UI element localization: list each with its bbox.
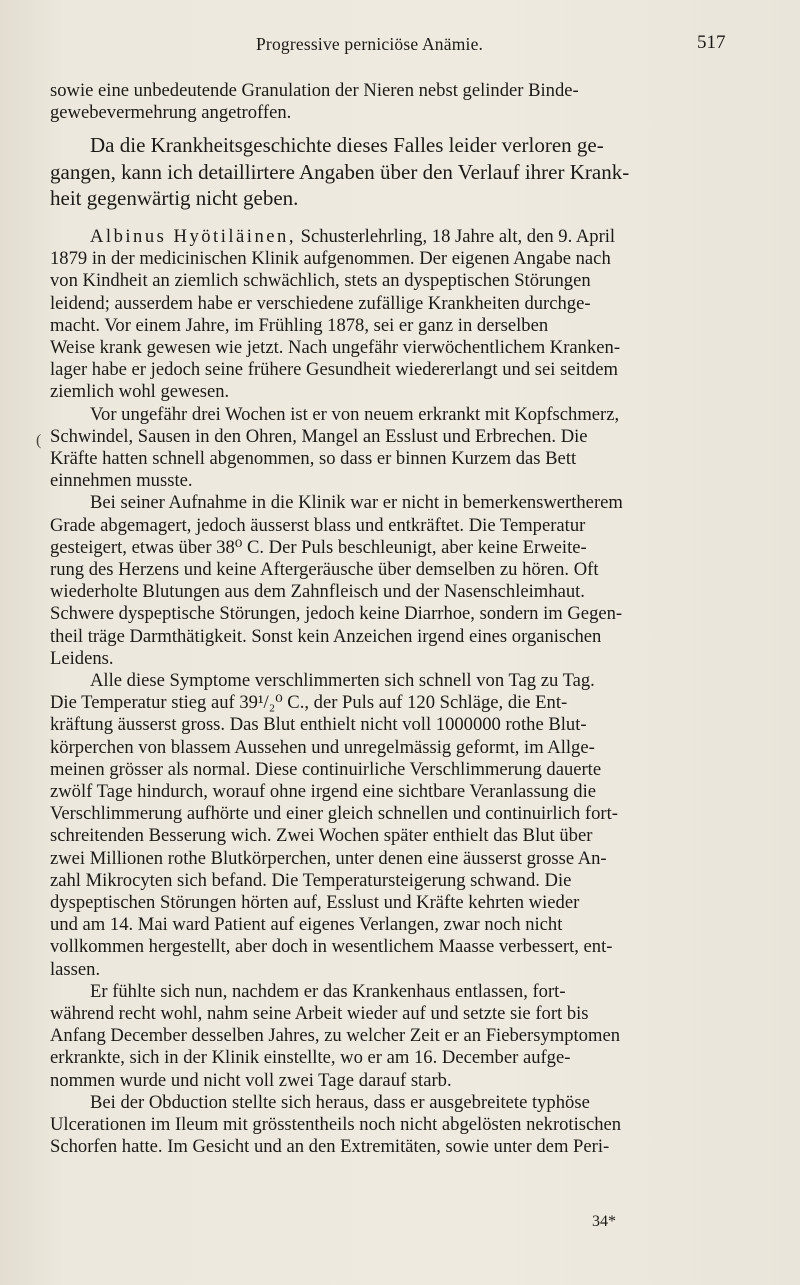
page-header xyxy=(0,30,800,60)
case-line: Grade abgemagert, jedoch äusserst blass und entkräftet. Die Temperatur xyxy=(50,514,586,536)
case-line: Schorfen hatte. Im Gesicht und an den Extremitäten, sowie unter dem Peri- xyxy=(50,1136,610,1158)
note-line: Da die Krankheitsgeschichte dieses Falles leider verloren ge- xyxy=(90,133,604,158)
case-line: dyspeptischen Störungen hörten auf, Esslust und Kräfte kehrten wieder xyxy=(50,892,580,913)
margin-mark: ( xyxy=(36,432,42,449)
case-line: theil träge Darmthätigkeit. Sonst kein Anzeichen irgend eines organischen xyxy=(50,625,602,647)
case-line: Alle diese Symptome verschlimmerten sich schnell von Tag zu Tag. xyxy=(90,669,595,691)
text-line: sowie eine unbedeutende Granulation der Nieren nebst gelinder Binde- xyxy=(50,80,579,101)
case-line: schreitenden Besserung wich. Zwei Wochen später enthielt das Blut über xyxy=(50,825,593,847)
case-line: während recht wohl, nahm seine Arbeit wieder auf und setzte sie fort bis xyxy=(50,1003,589,1025)
case-line: Ulcerationen im Ileum mit grösstentheils noch nicht abgelösten nekrotischen xyxy=(50,1114,622,1136)
case-line: Verschlimmerung aufhörte und einer gleich schnellen und continuirlich fort- xyxy=(50,803,618,825)
case-report xyxy=(50,226,740,1159)
case-line: Weise krank gewesen wie jetzt. Nach ungefähr vierwöchentlichem Kranken- xyxy=(50,336,621,358)
body-text xyxy=(50,80,740,1158)
case-line: körperchen von blassem Aussehen und unregelmässig geformt, im Allge- xyxy=(50,736,595,758)
page-number: 517 xyxy=(697,32,726,53)
case-line: und am 14. Mai ward Patient auf eigenes Verlangen, zwar noch nicht xyxy=(50,914,563,936)
case-line: Er fühlte sich nun, nachdem er das Krankenhaus entlassen, fort- xyxy=(90,980,566,1002)
case-line: ziemlich wohl gewesen. xyxy=(50,381,230,403)
running-title: Progressive perniciöse Anämie. xyxy=(256,34,484,54)
case-line: macht. Vor einem Jahre, im Frühling 1878, sei er ganz in derselben xyxy=(50,314,549,336)
case-line: einnehmen musste. xyxy=(50,470,193,492)
case-line: zwei Millionen rothe Blutkörperchen, unter denen eine äusserst grosse An- xyxy=(50,847,607,869)
case-line: nommen wurde und nicht voll zwei Tage darauf starb. xyxy=(50,1069,452,1091)
case-line: 1879 in der medicinischen Klinik aufgenommen. Der eigenen Angabe nach xyxy=(50,248,611,270)
case-line: lassen. xyxy=(50,958,101,980)
case-line: zwölf Tage hindurch, worauf ohne irgend eine sichtbare Veranlassung die xyxy=(50,780,597,802)
case-line: Bei der Obduction stellte sich heraus, dass er ausgebreitete typhöse xyxy=(90,1091,590,1113)
case-line: leidend; ausserdem habe er verschiedene zufällige Krankheiten durchge- xyxy=(50,292,591,314)
case-line-rest: Schusterlehrling, 18 Jahre alt, den 9. April xyxy=(295,225,616,247)
patient-name: Albinus Hyötiläinen, xyxy=(90,225,296,247)
case-line: erkrankte, sich in der Klinik einstellte, wo er am 16. December aufge- xyxy=(50,1047,571,1069)
case-line: meinen grösser als normal. Diese continuirliche Verschlimmerung dauerte xyxy=(50,758,602,780)
case-line: Schwindel, Sausen in den Ohren, Mangel an Esslust und Erbrechen. Die xyxy=(50,425,588,447)
case-line: Die Temperatur stieg auf 39¹/₂⁰ C., der Puls auf 120 Schläge, die Ent- xyxy=(50,692,568,714)
case-line: gesteigert, etwas über 38⁰ C. Der Puls beschleunigt, aber keine Erweite- xyxy=(50,536,587,558)
case-line: wiederholte Blutungen aus dem Zahnfleisch und der Nasenschleimhaut. xyxy=(50,581,585,603)
case-line: Schwere dyspeptische Störungen, jedoch keine Diarrhoe, sondern im Gegen- xyxy=(50,603,623,625)
case-line: vollkommen hergestellt, aber doch in wesentlichem Maasse verbessert, ent- xyxy=(50,936,613,958)
case-line: rung des Herzens und keine Aftergeräusche über demselben zu hören. Oft xyxy=(50,558,599,580)
opening-paragraph xyxy=(50,80,740,124)
author-note xyxy=(50,132,740,212)
case-line: Vor ungefähr drei Wochen ist er von neuem erkrankt mit Kopfschmerz, xyxy=(90,403,620,425)
case-line: von Kindheit an ziemlich schwächlich, stets an dyspeptischen Störungen xyxy=(50,270,591,292)
note-line: gangen, kann ich detaillirtere Angaben über den Verlauf ihrer Krank- xyxy=(50,159,630,184)
case-line: kräftung äusserst gross. Das Blut enthielt nicht voll 1000000 rothe Blut- xyxy=(50,714,587,736)
case-line: Leidens. xyxy=(50,647,114,669)
case-line: lager habe er jedoch seine frühere Gesundheit wiedererlangt und sei seitdem xyxy=(50,359,618,381)
signature-mark: 34* xyxy=(592,1213,616,1230)
case-line: zahl Mikrocyten sich befand. Die Temperatursteigerung schwand. Die xyxy=(50,869,572,891)
case-line xyxy=(50,226,740,248)
text-line: gewebevermehrung angetroffen. xyxy=(50,102,292,124)
case-line: Kräfte hatten schnell abgenommen, so dass er binnen Kurzem das Bett xyxy=(50,447,577,469)
note-line: heit gegenwärtig nicht geben. xyxy=(50,186,299,211)
case-line: Bei seiner Aufnahme in die Klinik war er nicht in bemerkenswertherem xyxy=(90,492,623,514)
case-line: Anfang December desselben Jahres, zu welcher Zeit er an Fiebersymptomen xyxy=(50,1025,620,1047)
